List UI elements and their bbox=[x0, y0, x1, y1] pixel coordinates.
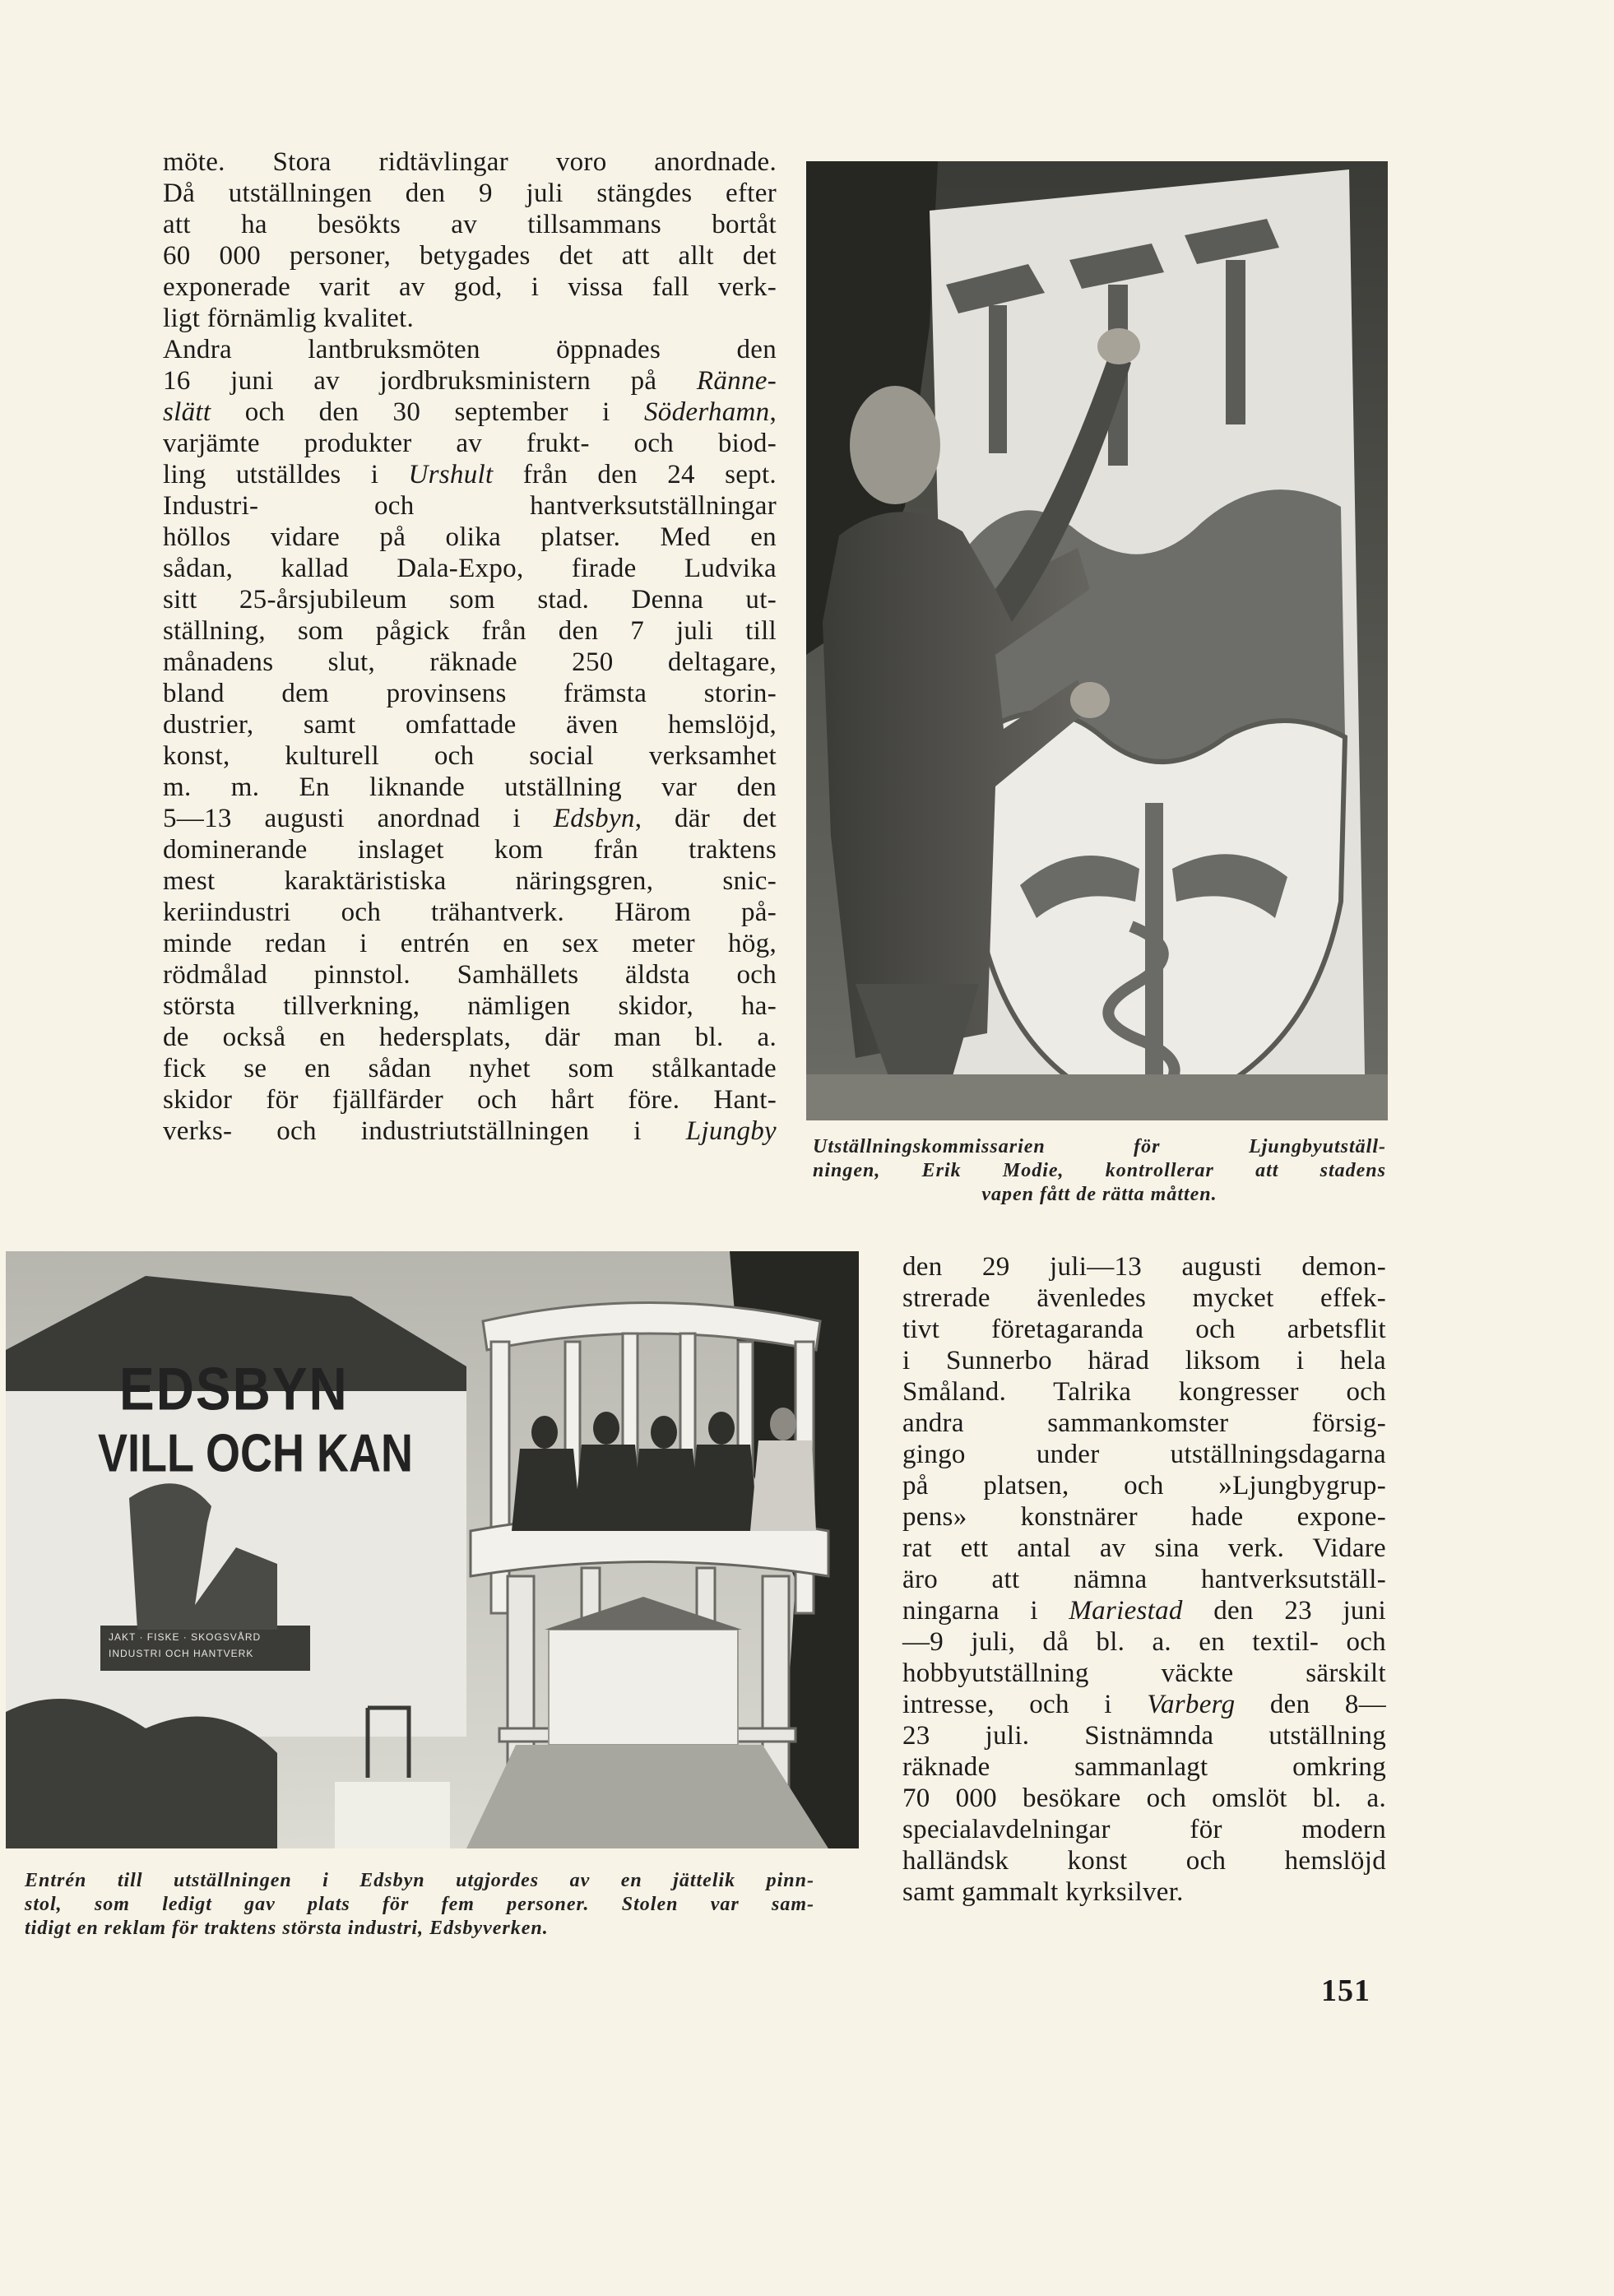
place-name: Söderhamn bbox=[644, 397, 770, 427]
text-line: ningarna i Mariestad den 23 juni bbox=[902, 1596, 1386, 1626]
photo-coat-of-arms-image bbox=[806, 161, 1388, 1120]
place-name: Mariestad bbox=[1069, 1596, 1183, 1626]
right-text-column bbox=[902, 1251, 1386, 1908]
photo-coat-of-arms bbox=[806, 161, 1388, 1120]
text-line: de också en hedersplats, där man bl. a. bbox=[163, 1023, 777, 1052]
left-text-column bbox=[163, 146, 777, 1147]
text-line: exponerade varit av god, i vissa fall verk- bbox=[163, 272, 777, 302]
text-line: skidor för fjällfärder och hårt före. Hant- bbox=[163, 1085, 777, 1115]
text-line: slätt och den 30 september i Söderhamn, bbox=[163, 397, 777, 427]
text-line: 5—13 augusti anordnad i Edsbyn, där det bbox=[163, 804, 777, 833]
text-line: den 29 juli—13 augusti demon- bbox=[902, 1252, 1386, 1282]
text-line: 70 000 besökare och omslöt bl. a. bbox=[902, 1783, 1386, 1813]
text-line: ligt förnämlig kvalitet. bbox=[163, 304, 415, 333]
place-name: Ljungby bbox=[685, 1116, 777, 1146]
text-line: tivt företagaranda och arbetsflit bbox=[902, 1315, 1386, 1344]
text-line: specialavdelningar för modern bbox=[902, 1815, 1386, 1844]
text-line: sitt 25-årsjubileum som stad. Denna ut- bbox=[163, 585, 777, 615]
photo-giant-chair-image bbox=[6, 1251, 859, 1848]
sign-text-edsbyn: EDSBYN bbox=[119, 1354, 349, 1423]
text-line: Småland. Talrika kongresser och bbox=[902, 1377, 1386, 1407]
text-line: hobbyutställning väckte särskilt bbox=[902, 1658, 1386, 1688]
text-line: gingo under utställningsdagarna bbox=[902, 1440, 1386, 1469]
text-line: mest karaktäristiska näringsgren, snic- bbox=[163, 866, 777, 896]
text-line: månadens slut, räknade 250 deltagare, bbox=[163, 647, 777, 677]
text-line: 16 juni av jordbruksministern på Ränne- bbox=[163, 366, 777, 396]
text-line: halländsk konst och hemslöjd bbox=[902, 1846, 1386, 1876]
photo-giant-chair bbox=[6, 1251, 859, 1848]
caption-giant-chair bbox=[25, 1869, 814, 1941]
text-line: rödmålad pinnstol. Samhällets äldsta och bbox=[163, 960, 777, 990]
text-line: dustrier, samt omfattade även hemslöjd, bbox=[163, 710, 777, 740]
place-name: Edsbyn bbox=[553, 804, 635, 833]
text-line: Andra lantbruksmöten öppnades den bbox=[163, 335, 777, 364]
text-line: konst, kulturell och social verksamhet bbox=[163, 741, 777, 771]
caption-line: vapen fått de rätta måtten. bbox=[981, 1184, 1217, 1205]
caption-line: ningen, Erik Modie, kontrollerar att stadens bbox=[813, 1160, 1386, 1181]
sign-text-vill-och-kan: VILL OCH KAN bbox=[98, 1424, 414, 1483]
text-line: —9 juli, då bl. a. en textil- och bbox=[902, 1627, 1386, 1657]
caption-coat-of-arms bbox=[813, 1135, 1386, 1207]
text-line: 60 000 personer, betygades det att allt det bbox=[163, 241, 777, 271]
text-line: dominerande inslaget kom från traktens bbox=[163, 835, 777, 865]
text-line: ling utställdes i Urshult från den 24 sept. bbox=[163, 460, 777, 489]
caption-line: Entrén till utställningen i Edsbyn utgjordes av en jättelik pinn- bbox=[25, 1870, 814, 1891]
text-line: strerade ävenledes mycket effek- bbox=[902, 1283, 1386, 1313]
caption-line: tidigt en reklam för traktens största industri, Edsbyverken. bbox=[25, 1918, 549, 1939]
text-line: andra sammankomster försig- bbox=[902, 1408, 1386, 1438]
sign-small-text-1: JAKT · FISKE · SKOGSVÅRD bbox=[109, 1631, 262, 1643]
page-number: 151 bbox=[1321, 1974, 1371, 2008]
text-line: äro att nämna hantverksutställ- bbox=[902, 1565, 1386, 1594]
place-name: Varberg bbox=[1147, 1690, 1236, 1719]
text-line: höllos vidare på olika platser. Med en bbox=[163, 522, 777, 552]
text-line: Industri- och hantverksutställningar bbox=[163, 491, 777, 521]
text-line: keriindustri och trähantverk. Härom på- bbox=[163, 898, 777, 927]
text-line: samt gammalt kyrksilver. bbox=[902, 1877, 1184, 1907]
text-line: Då utställningen den 9 juli stängdes efter bbox=[163, 179, 777, 208]
place-name: Urshult bbox=[408, 460, 494, 489]
caption-line: stol, som ledigt gav plats för fem personer. Stolen var sam- bbox=[25, 1894, 814, 1915]
caption-line: Utställningskommissarien för Ljungbyutställ- bbox=[813, 1136, 1386, 1157]
text-line: pens» konstnärer hade expone- bbox=[902, 1502, 1386, 1532]
text-line: räknade sammanlagt omkring bbox=[902, 1752, 1386, 1782]
text-line: i Sunnerbo härad liksom i hela bbox=[902, 1346, 1386, 1375]
text-line: bland dem provinsens främsta storin- bbox=[163, 679, 777, 708]
text-line: största tillverkning, nämligen skidor, ha- bbox=[163, 991, 777, 1021]
text-line: sådan, kallad Dala-Expo, firade Ludvika bbox=[163, 554, 777, 583]
text-line: m. m. En liknande utställning var den bbox=[163, 772, 777, 802]
place-name: Ränne- bbox=[696, 366, 777, 396]
text-line: 23 juli. Sistnämnda utställning bbox=[902, 1721, 1386, 1751]
text-line: minde redan i entrén en sex meter hög, bbox=[163, 929, 777, 958]
text-line: fick se en sådan nyhet som stålkantade bbox=[163, 1054, 777, 1083]
text-line: verks- och industriutställningen i Ljungby bbox=[163, 1116, 777, 1146]
text-line: rat ett antal av sina verk. Vidare bbox=[902, 1533, 1386, 1563]
text-line: varjämte produkter av frukt- och biod- bbox=[163, 429, 777, 458]
text-line: möte. Stora ridtävlingar voro anordnade. bbox=[163, 147, 777, 177]
sign-small-text-2: INDUSTRI OCH HANTVERK bbox=[109, 1648, 254, 1659]
text-line: ställning, som pågick från den 7 juli till bbox=[163, 616, 777, 646]
text-line: intresse, och i Varberg den 8— bbox=[902, 1690, 1386, 1719]
place-name: slätt bbox=[163, 397, 211, 427]
text-line: att ha besökts av tillsammans bortåt bbox=[163, 210, 777, 239]
text-line: på platsen, och »Ljungbygrup- bbox=[902, 1471, 1386, 1501]
